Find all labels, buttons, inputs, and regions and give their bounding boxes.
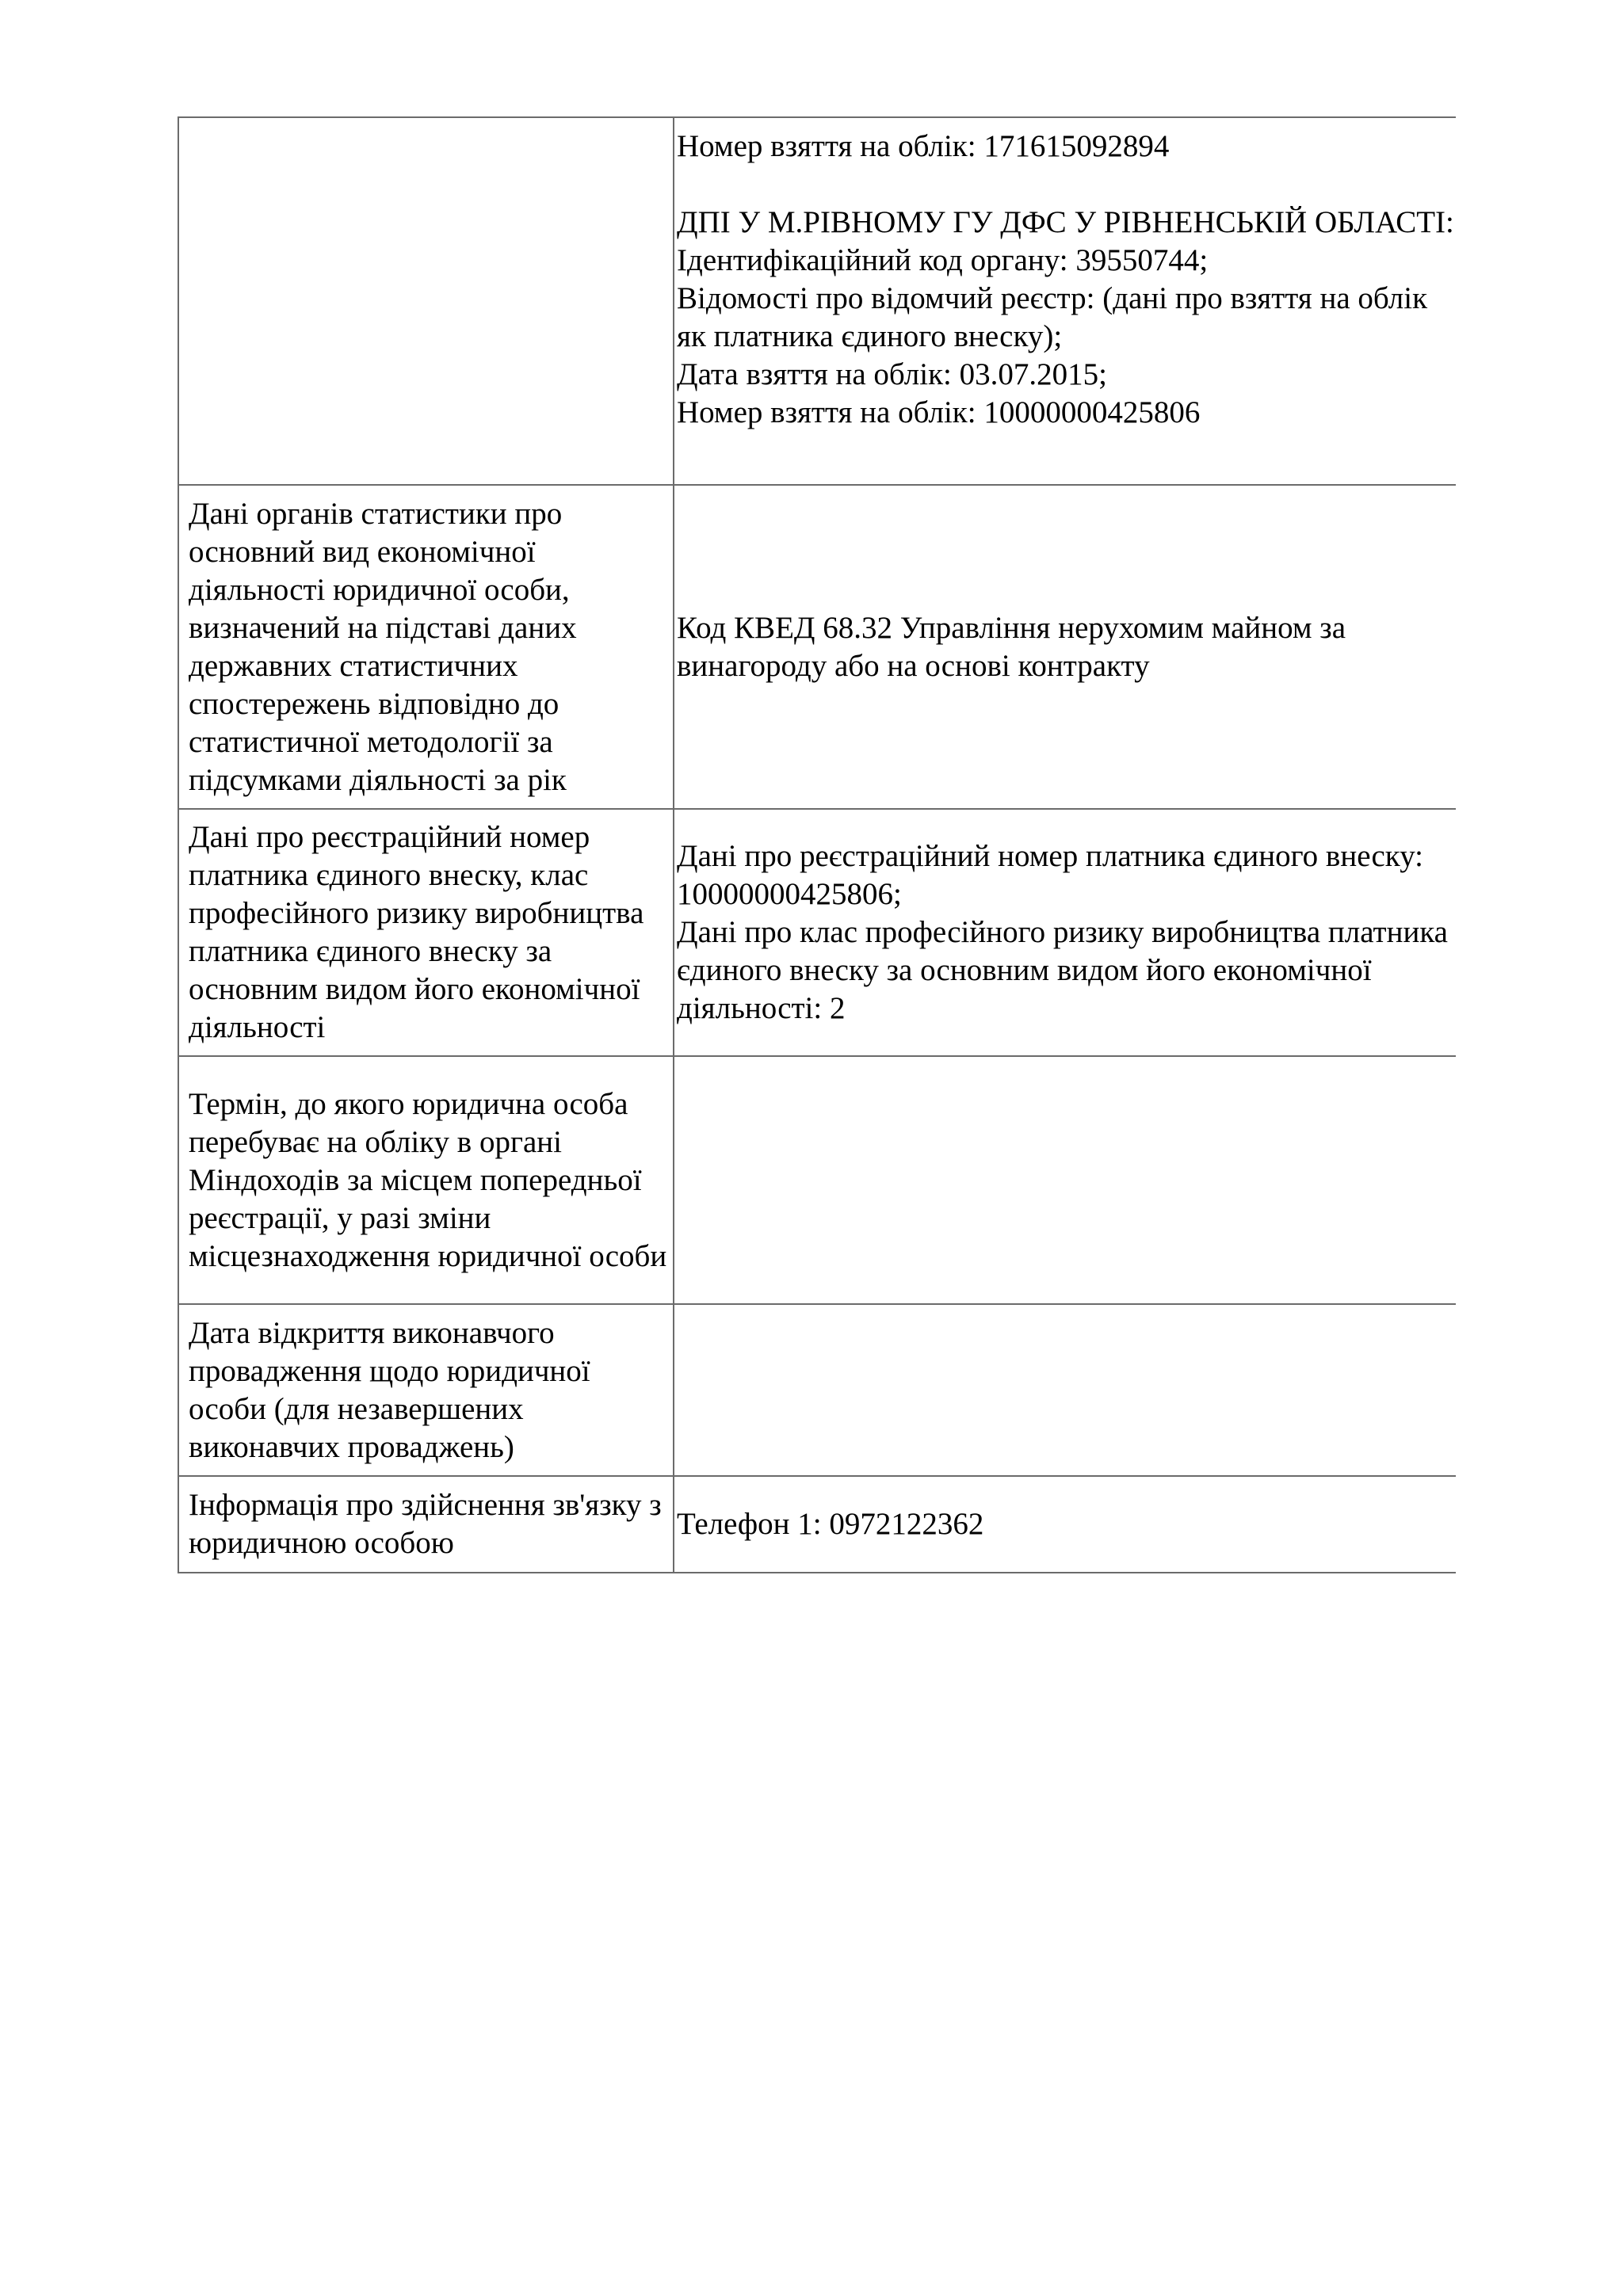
field-label: Дата відкриття виконавчого провадження щодо юридичної особи (для незавершених виконавчих проваджень): [178, 1304, 674, 1476]
table-row: [178, 1056, 1456, 1304]
field-label: Дані про реєстраційний номер платника єдиного внеску, клас професійного ризику виробництва платника єдиного внеску за основним видом його економічної діяльності: [178, 809, 674, 1056]
field-label: Термін, до якого юридична особа перебуває на обліку в органі Міндоходів за місцем попередньої реєстрації, у разі зміни місцезнаходження юридичної особи: [178, 1056, 674, 1304]
field-value: Телефон 1: 0972122362: [674, 1476, 1456, 1573]
field-label: Дані органів статистики про основний вид економічної діяльності юридичної особи, визначений на підставі даних державних статистичних спостережень відповідно до статистичної методології за підсумками діяльності за рік: [178, 485, 674, 809]
table-row: [178, 809, 1456, 1056]
field-label: Інформація про здійснення зв'язку з юридичною особою: [178, 1476, 674, 1573]
field-value: [674, 1056, 1456, 1304]
field-label: [178, 117, 674, 485]
registry-extract-table: [178, 116, 1456, 1573]
table-row: [178, 1304, 1456, 1476]
field-value: [674, 1304, 1456, 1476]
field-value: Код КВЕД 68.32 Управління нерухомим майном за винагороду або на основі контракту: [674, 485, 1456, 809]
field-value: Номер взяття на облік: 171615092894 ДПІ У М.РІВНОМУ ГУ ДФС У РІВНЕНСЬКІЙ ОБЛАСТІ: Ідентифікаційний код органу: 39550744; Відомості про відомчий реєстр: (дані про взяття на облік як платника єдиного внеску); Дата взяття на облік: 03.07.2015; Номер взяття на облік: 10000000425806: [674, 117, 1456, 485]
field-value: Дані про реєстраційний номер платника єдиного внеску: 10000000425806; Дані про клас професійного ризику виробництва платника єдиного внеску за основним видом його економічної діяльності: 2: [674, 809, 1456, 1056]
table-row: [178, 1476, 1456, 1573]
table-row: [178, 485, 1456, 809]
table-row: [178, 117, 1456, 485]
